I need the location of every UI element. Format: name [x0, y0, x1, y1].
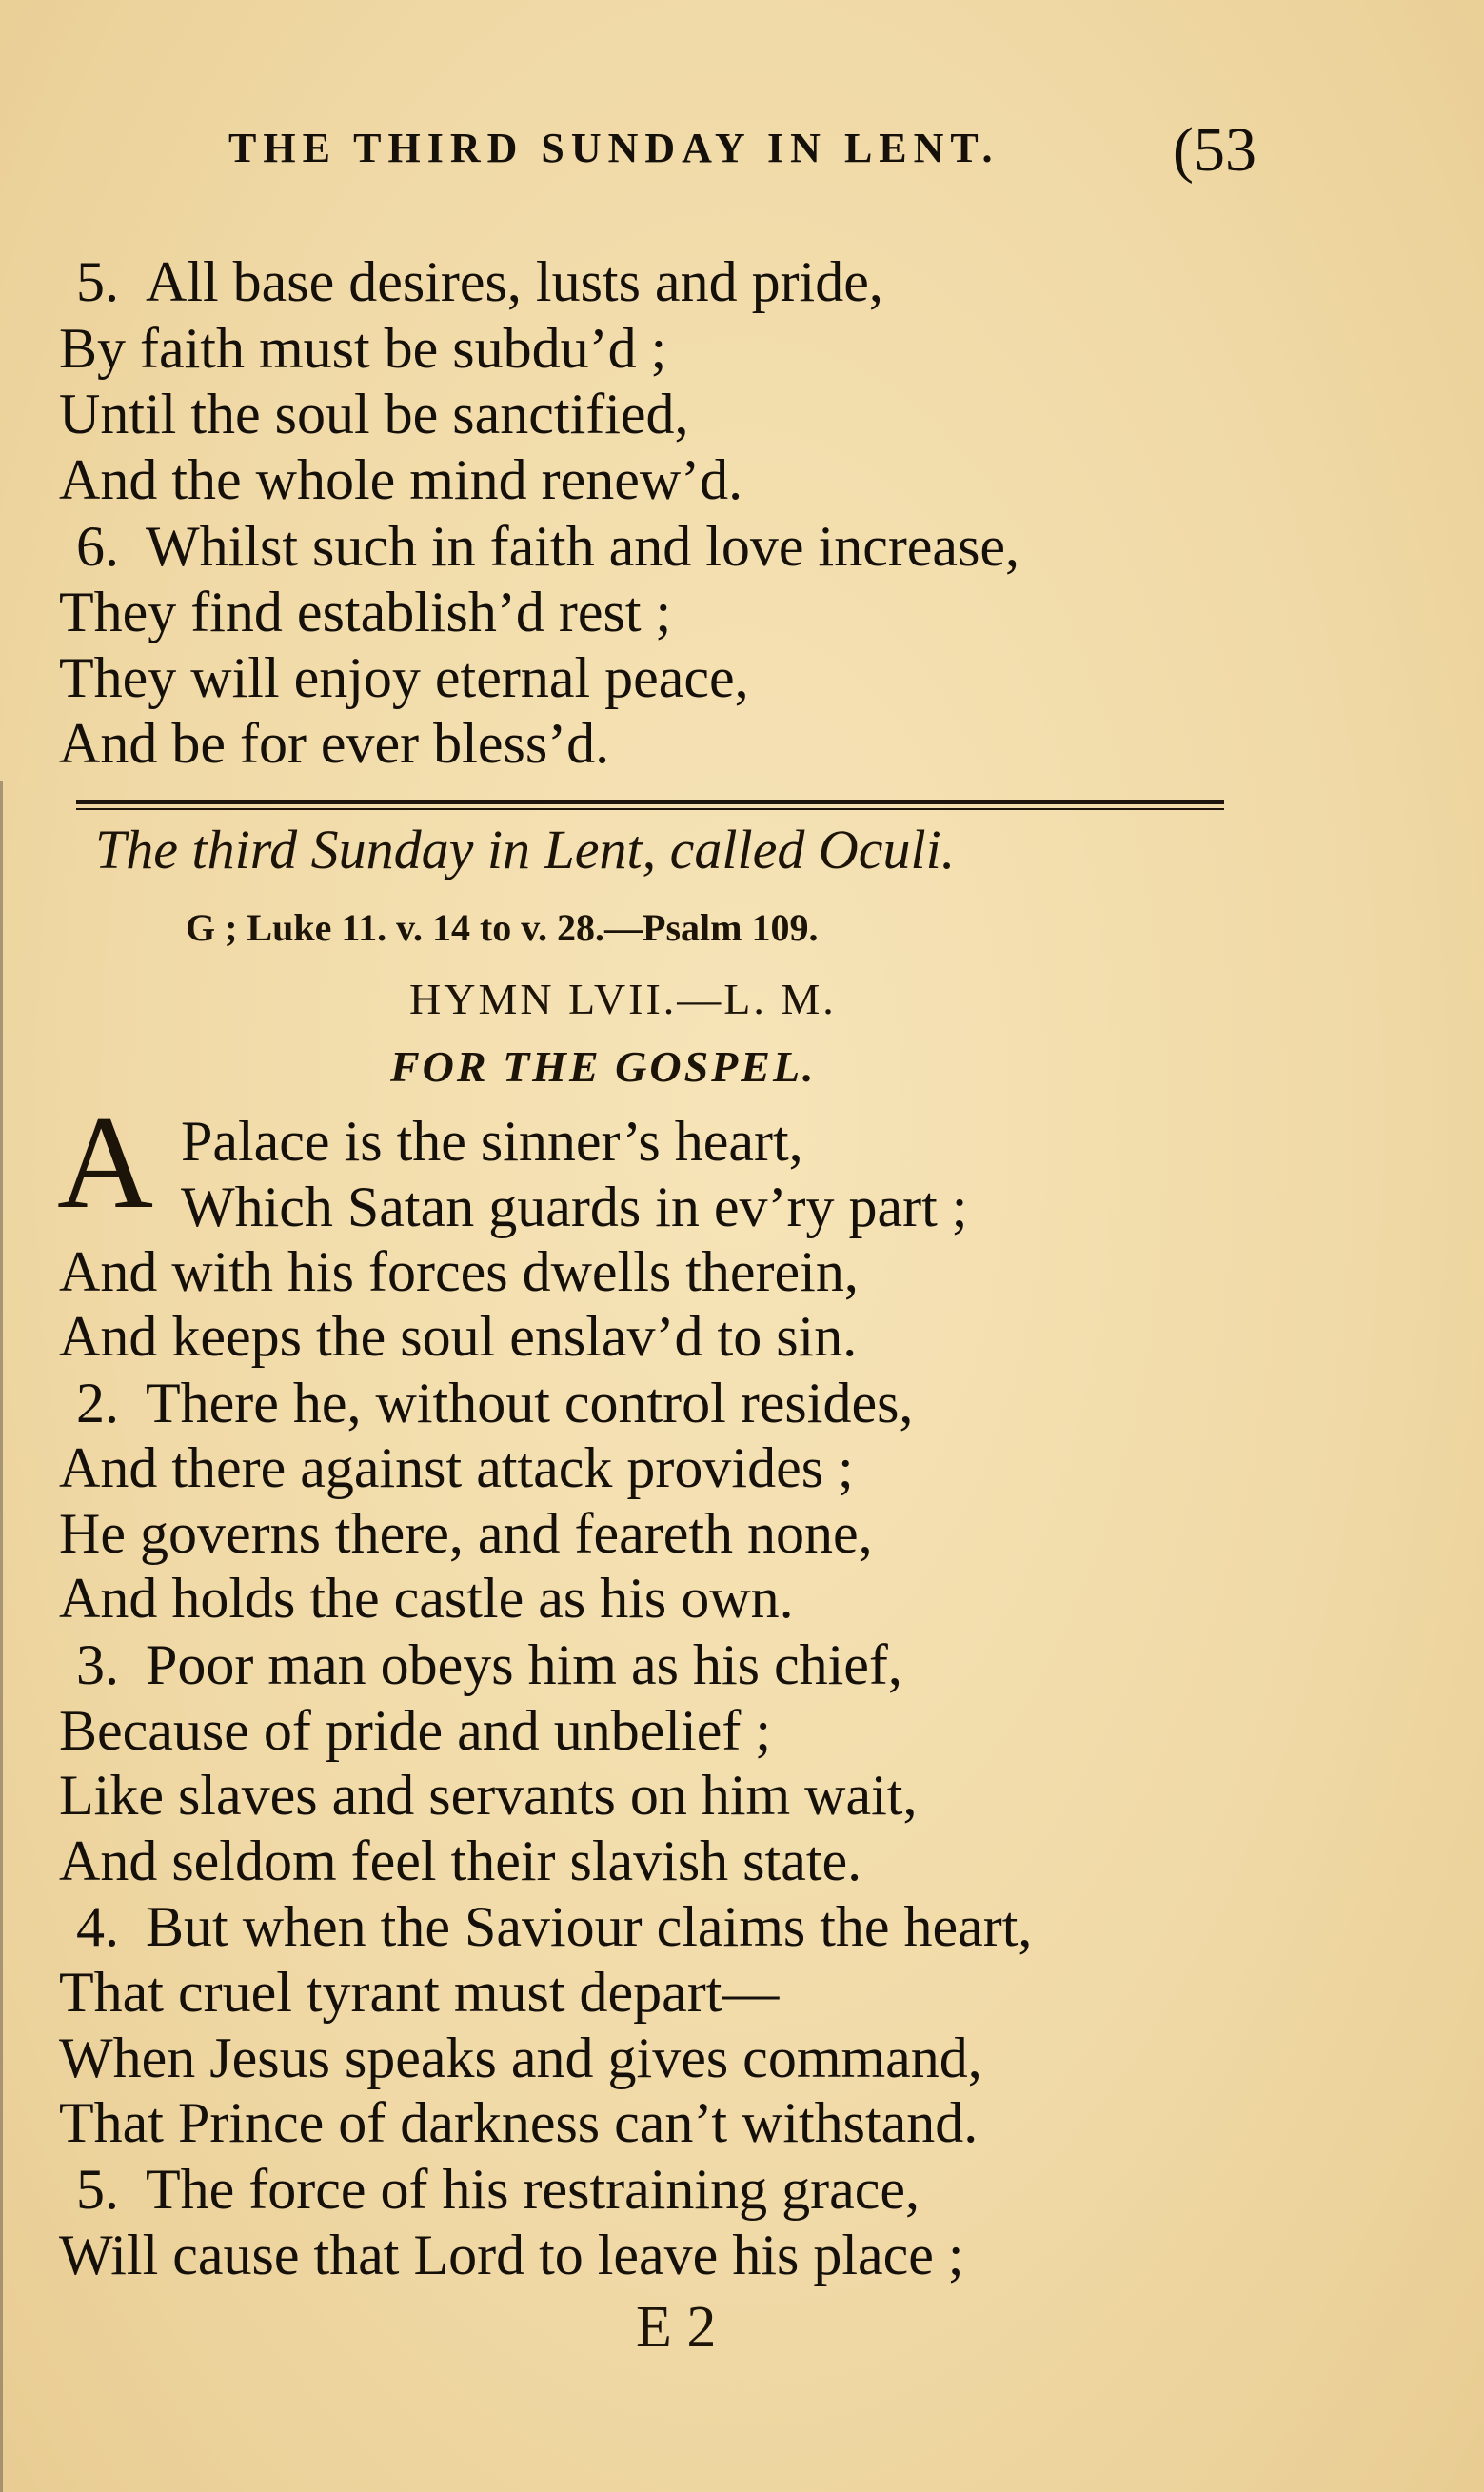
verse-line: Until the soul be sanctified, — [59, 383, 689, 445]
verse-line: Palace is the sinner’s heart, — [181, 1110, 803, 1173]
verse-line: When Jesus speaks and gives command, — [59, 2027, 982, 2089]
verse-line: And there against attack provides ; — [59, 1436, 854, 1499]
verse-line — [76, 514, 1314, 579]
verse-line: Like slaves and servants on him wait, — [59, 1764, 918, 1827]
verse-line: And with his forces dwells therein, — [59, 1240, 859, 1303]
verse-number: 5. — [76, 250, 119, 313]
verse-text: The force of his restraining grace, — [146, 2158, 920, 2221]
verse-line: Which Satan guards in ev’ry part ; — [181, 1176, 968, 1238]
page-number: (53 — [1173, 115, 1256, 185]
verse-number: 6. — [76, 515, 119, 578]
verse-number: 5. — [76, 2158, 119, 2221]
verse-line: That Prince of darkness can’t withstand. — [59, 2091, 979, 2154]
verse-line — [76, 1894, 1314, 1959]
verse-line: And seldom feel their slavish state. — [59, 1829, 862, 1892]
section-title: The third Sunday in Lent, called Oculi. — [95, 819, 956, 880]
verse-line — [76, 2157, 1314, 2222]
verse-line: Because of pride and unbelief ; — [59, 1699, 772, 1762]
signature-mark: E 2 — [636, 2295, 717, 2360]
verse-line: And keeps the soul enslav’d to sin. — [59, 1305, 858, 1368]
verse-text: Poor man obeys him as his chief, — [146, 1633, 902, 1696]
running-header: THE THIRD SUNDAY IN LENT. — [228, 125, 999, 171]
verse-line — [76, 1632, 1314, 1697]
verse-number: 2. — [76, 1372, 119, 1434]
verse-text: Whilst such in faith and love increase, — [146, 515, 1020, 578]
verse-line: And be for ever bless’d. — [59, 712, 610, 775]
verse-line: By faith must be subdu’d ; — [59, 317, 667, 380]
verse-line: And the whole mind renew’d. — [59, 448, 743, 511]
verse-text: All base desires, lusts and pride, — [146, 250, 883, 313]
verse-line — [76, 1371, 1314, 1435]
verse-line: They will enjoy eternal peace, — [59, 646, 749, 709]
verse-line — [76, 249, 1314, 314]
hymn-number: HYMN LVII.—L. M. — [409, 975, 837, 1023]
scripture-reference: G ; Luke 11. v. 14 to v. 28.—Psalm 109. — [186, 906, 819, 949]
verse-number: 3. — [76, 1633, 119, 1696]
section-divider-thin — [76, 808, 1224, 810]
verse-line: They find establish’d rest ; — [59, 581, 672, 643]
verse-line: And holds the castle as his own. — [59, 1567, 794, 1630]
verse-line: That cruel tyrant must depart— — [59, 1961, 780, 2024]
section-divider-thick — [76, 800, 1224, 804]
verse-number: 4. — [76, 1895, 119, 1958]
verse-line: He governs there, and feareth none, — [59, 1502, 873, 1565]
verse-text: But when the Saviour claims the heart, — [146, 1895, 1033, 1958]
binding-gutter — [0, 781, 16, 2492]
verse-text: There he, without control resides, — [146, 1372, 914, 1434]
drop-cap: A — [57, 1089, 154, 1236]
verse-line: Will cause that Lord to leave his place ; — [59, 2224, 964, 2286]
hymn-subheading: FOR THE GOSPEL. — [390, 1042, 817, 1091]
